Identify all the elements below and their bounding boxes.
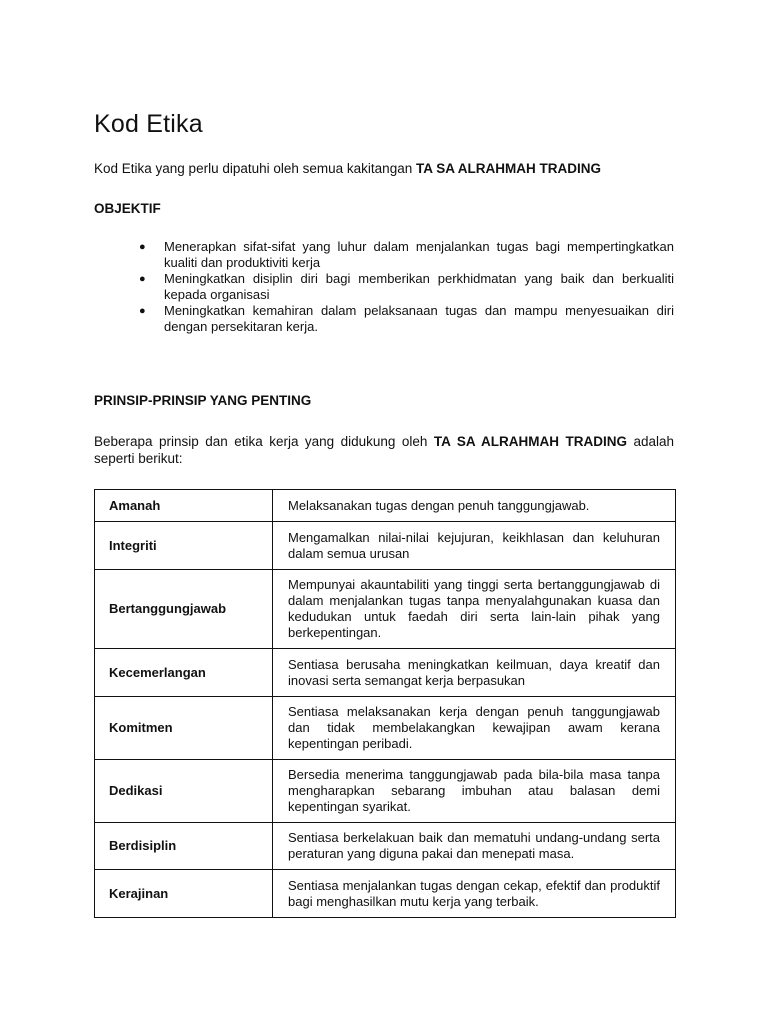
- prinsip-value: Melaksanakan tugas dengan penuh tanggungjawab.: [273, 490, 676, 522]
- objektif-item: [94, 239, 674, 271]
- table-row: [95, 490, 676, 522]
- table-row: [95, 823, 676, 870]
- table-row: [95, 649, 676, 697]
- intro-paragraph: [94, 160, 674, 178]
- table-row: [95, 522, 676, 570]
- prinsip-company-name: TA SA ALRAHMAH TRADING: [433, 434, 627, 449]
- prinsip-value: Sentiasa berkelakuan baik dan mematuhi undang-undang serta peraturan yang diguna pakai dan menepati masa.: [273, 823, 676, 870]
- table-row: [95, 760, 676, 823]
- prinsip-key: Kecemerlangan: [95, 649, 273, 697]
- prinsip-value: Mengamalkan nilai-nilai kejujuran, keikhlasan dan keluhuran dalam semua urusan: [273, 522, 676, 570]
- prinsip-value: Sentiasa berusaha meningkatkan keilmuan, daya kreatif dan inovasi serta semangat kerja berpasukan: [273, 649, 676, 697]
- table-row: [95, 870, 676, 918]
- objektif-item-text: Meningkatkan kemahiran dalam pelaksanaan tugas dan mampu menyesuaikan diri dengan persekitaran kerja.: [164, 303, 674, 334]
- prinsip-value: Sentiasa melaksanakan kerja dengan penuh tanggungjawab dan tidak membelakangkan kewajipan awam kerana kepentingan peribadi.: [273, 697, 676, 760]
- prinsip-key: Berdisiplin: [95, 823, 273, 870]
- prinsip-key: Komitmen: [95, 697, 273, 760]
- prinsip-intro-text: Beberapa prinsip dan etika kerja yang didukung oleh: [94, 434, 434, 449]
- prinsip-key: Dedikasi: [95, 760, 273, 823]
- page-title: Kod Etika: [94, 110, 203, 138]
- bullet-icon: ●: [139, 273, 146, 285]
- objektif-list: [94, 239, 674, 335]
- prinsip-value: Sentiasa menjalankan tugas dengan cekap, efektif dan produktif bagi menghasilkan mutu kerja yang terbaik.: [273, 870, 676, 918]
- intro-company-name: TA SA ALRAHMAH TRADING: [415, 161, 601, 176]
- table-row: [95, 697, 676, 760]
- prinsip-value: Bersedia menerima tanggungjawab pada bila-bila masa tanpa mengharapkan sebarang imbuhan atau balasan demi kepentingan syarikat.: [273, 760, 676, 823]
- objektif-item-text: Meningkatkan disiplin diri bagi memberikan perkhidmatan yang baik dan berkualiti kepada organisasi: [164, 271, 674, 302]
- prinsip-intro-text-end: adalah seperti berikut:: [94, 434, 674, 466]
- prinsip-key: Bertanggungjawab: [95, 570, 273, 649]
- prinsip-intro-paragraph: [94, 433, 674, 467]
- objektif-item: [94, 303, 674, 335]
- objektif-heading: OBJEKTIF: [94, 201, 161, 216]
- prinsip-key: Amanah: [95, 490, 273, 522]
- prinsip-table: [94, 489, 676, 918]
- bullet-icon: ●: [139, 241, 146, 253]
- prinsip-key: Integriti: [95, 522, 273, 570]
- prinsip-key: Kerajinan: [95, 870, 273, 918]
- intro-text: Kod Etika yang perlu dipatuhi oleh semua kakitangan: [94, 161, 416, 176]
- prinsip-heading: PRINSIP-PRINSIP YANG PENTING: [94, 393, 312, 408]
- objektif-item: [94, 271, 674, 303]
- prinsip-value: Mempunyai akauntabiliti yang tinggi serta bertanggungjawab di dalam menjalankan tugas tanpa menyalahgunakan kuasa dan kedudukan untuk faedah diri serta lain-lain pihak yang berkepentingan.: [273, 570, 676, 649]
- objektif-item-text: Menerapkan sifat-sifat yang luhur dalam menjalankan tugas bagi mempertingkatkan kualiti dan produktiviti kerja: [164, 239, 674, 270]
- bullet-icon: ●: [139, 305, 146, 317]
- table-row: [95, 570, 676, 649]
